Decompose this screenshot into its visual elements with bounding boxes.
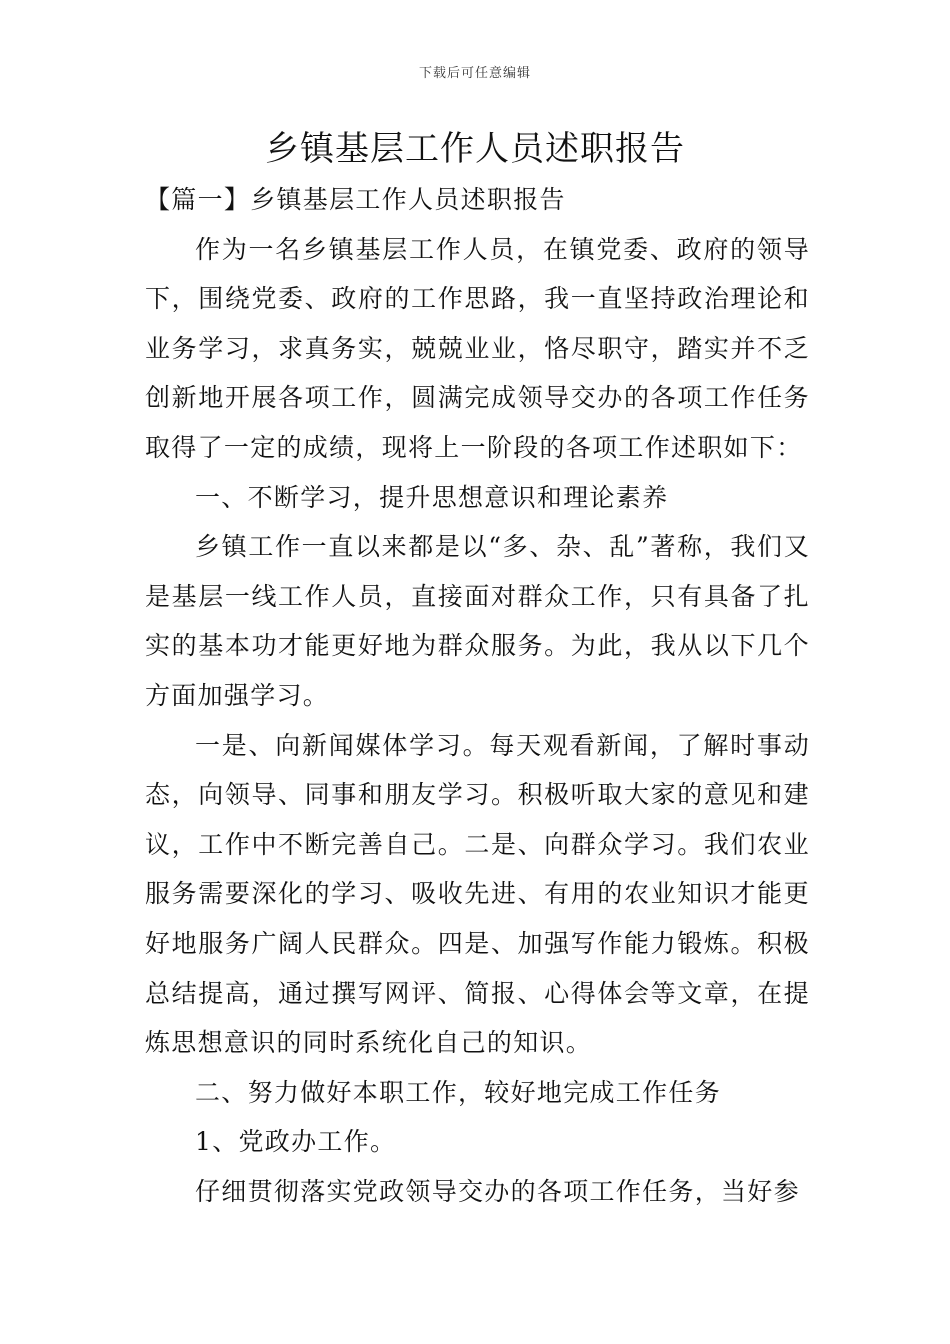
document-body — [145, 175, 810, 1216]
paragraph-study-methods: 一是、向新闻媒体学习。每天观看新闻，了解时事动态，向领导、同事和朋友学习。积极听取大家的意见和建议，工作中不断完善自己。二是、向群众学习。我们农业服务需要深化的学习、吸收先进、有用的农业知识才能更好地服务广阔人民群众。四是、加强写作能力锻炼。积极总结提高，通过撰写网评、简报、心得体会等文章，在提炼思想意识的同时系统化自己的知识。 — [145, 730, 810, 1058]
paragraph-study-background: 乡镇工作一直以来都是以“多、杂、乱”著称，我们又是基层一线工作人员，直接面对群众工作，只有具备了扎实的基本功才能更好地为群众服务。为此，我从以下几个方面加强学习。 — [145, 532, 810, 710]
paragraph-subheading-1: 1、党政办工作。 — [195, 1127, 397, 1157]
paragraph-heading-2: 二、努力做好本职工作，较好地完成工作任务 — [195, 1077, 722, 1107]
paragraph-heading-1: 一、不断学习，提升思想意识和理论素养 — [195, 482, 669, 512]
section-heading: 【篇一】乡镇基层工作人员述职报告 — [145, 185, 566, 214]
document-title: 乡镇基层工作人员述职报告 — [265, 129, 685, 169]
paragraph-party-office: 仔细贯彻落实党政领导交办的各项工作任务，当好参 — [195, 1176, 800, 1206]
paragraph-intro: 作为一名乡镇基层工作人员，在镇党委、政府的领导下，围绕党委、政府的工作思路，我一直坚持政治理论和业务学习，求真务实，兢兢业业，恪尽职守，踏实并不乏创新地开展各项工作，圆满完成领导交办的各项工作任务取得了一定的成绩，现将上一阶段的各项工作述职如下： — [145, 234, 810, 462]
header-note: 下载后可任意编辑 — [418, 66, 531, 81]
